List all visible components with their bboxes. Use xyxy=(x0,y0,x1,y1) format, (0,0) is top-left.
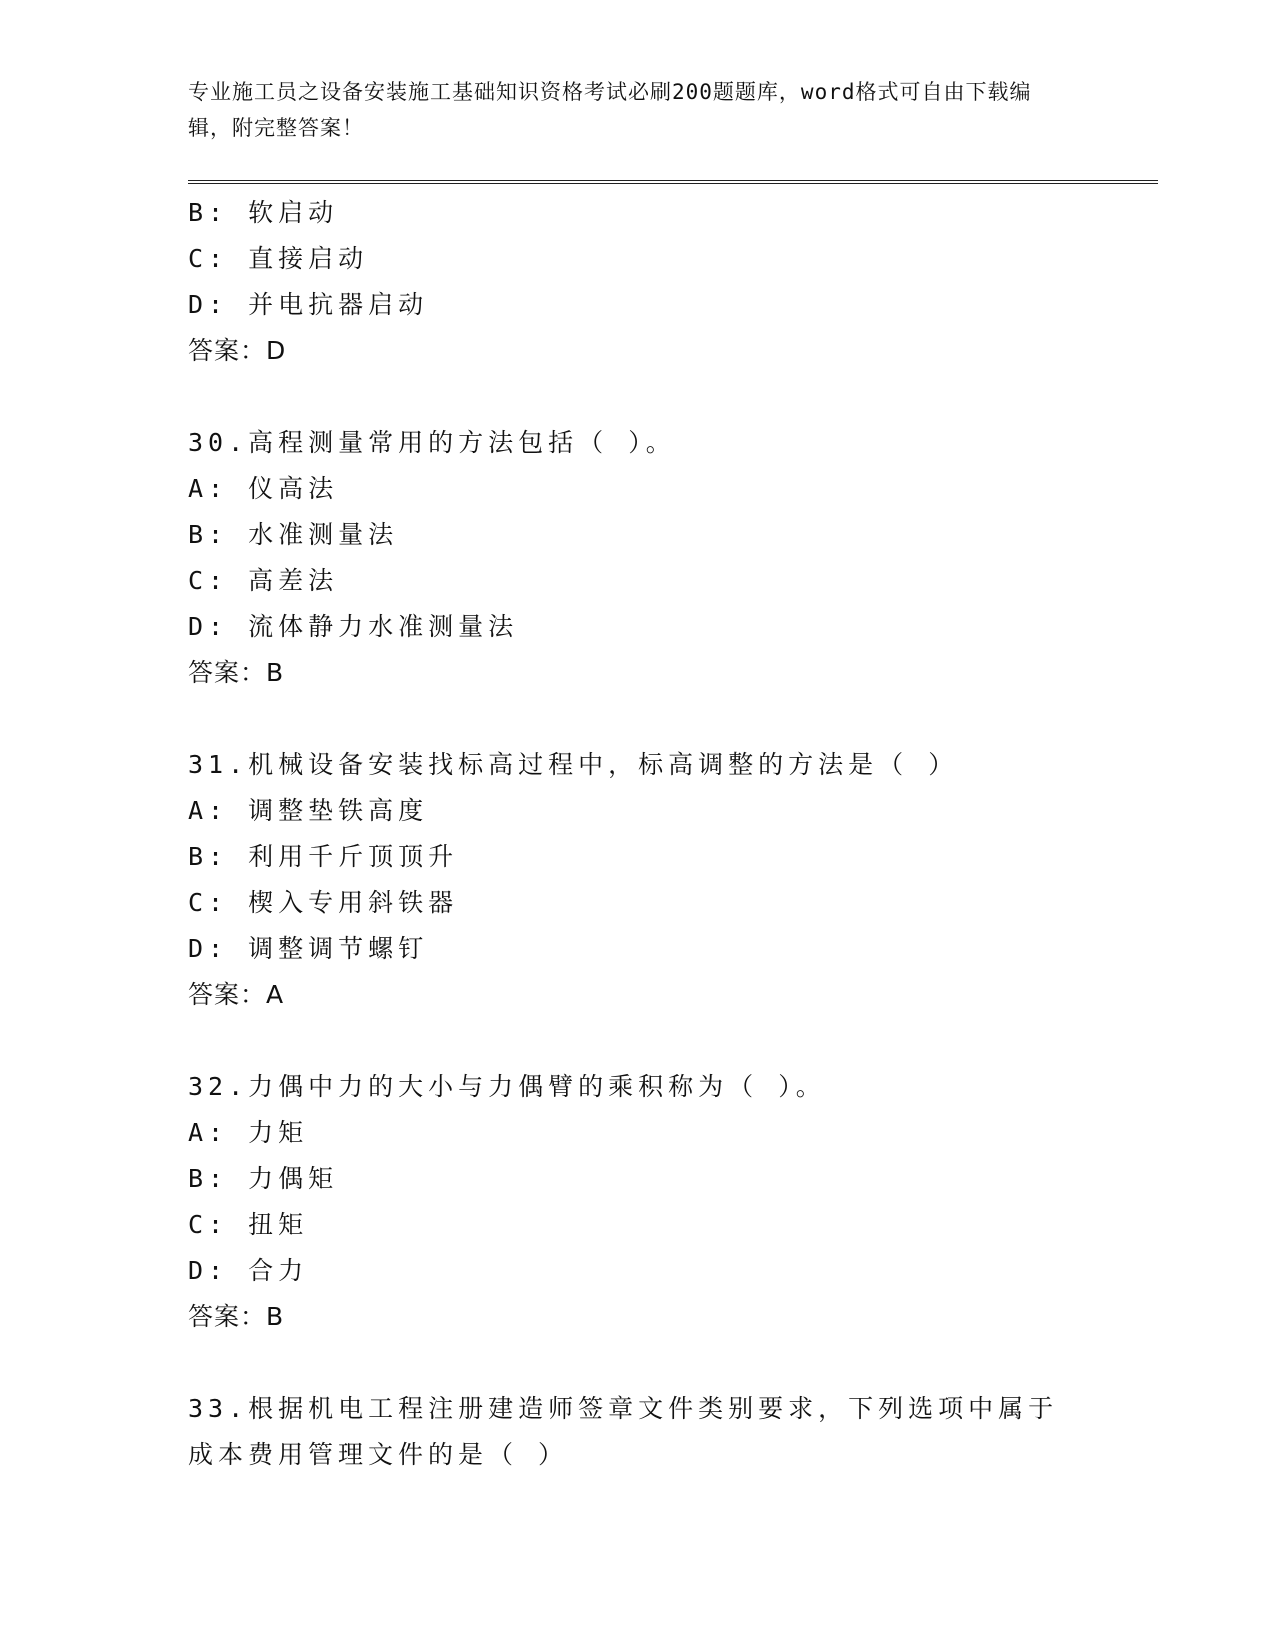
question-stem: 30.高程测量常用的方法包括（ ）。 xyxy=(188,428,676,457)
option-a: A: 仪高法 xyxy=(188,474,339,503)
question-stem: 33.根据机电工程注册建造师签章文件类别要求，下列选项中属于成本费用管理文件的是（ ） xyxy=(188,1394,1059,1469)
question-stem: 31.机械设备安装找标高过程中，标高调整的方法是（ ） xyxy=(188,750,959,779)
option-b: B: 软启动 xyxy=(188,198,339,227)
spacer xyxy=(188,374,1088,420)
option-c: C: 直接启动 xyxy=(188,244,369,273)
option-c: C: 高差法 xyxy=(188,566,339,595)
answer-line: 答案：B xyxy=(188,1302,285,1331)
option-c: C: 楔入专用斜铁器 xyxy=(188,888,459,917)
option-d: D: 流体静力水准测量法 xyxy=(188,612,519,641)
spacer xyxy=(188,1340,1088,1386)
document-header-title: 专业施工员之设备安装施工基础知识资格考试必刷200题题库，word格式可自由下载编辑，附完整答案！ xyxy=(188,80,1032,140)
header-divider xyxy=(188,180,1158,184)
option-b: B: 利用千斤顶顶升 xyxy=(188,842,459,871)
option-d: D: 并电抗器启动 xyxy=(188,290,429,319)
option-b: B: 力偶矩 xyxy=(188,1164,339,1193)
spacer xyxy=(188,696,1088,742)
option-d: D: 调整调节螺钉 xyxy=(188,934,429,963)
answer-line: 答案：A xyxy=(188,980,285,1009)
option-d: D: 合力 xyxy=(188,1256,309,1285)
option-c: C: 扭矩 xyxy=(188,1210,309,1239)
document-body xyxy=(188,190,1088,1478)
option-a: A: 调整垫铁高度 xyxy=(188,796,429,825)
answer-line: 答案：B xyxy=(188,658,285,687)
option-a: A: 力矩 xyxy=(188,1118,309,1147)
spacer xyxy=(188,1018,1088,1064)
option-b: B: 水准测量法 xyxy=(188,520,399,549)
answer-line: 答案：D xyxy=(188,336,287,365)
question-stem: 32.力偶中力的大小与力偶臂的乘积称为（ ）。 xyxy=(188,1072,826,1101)
